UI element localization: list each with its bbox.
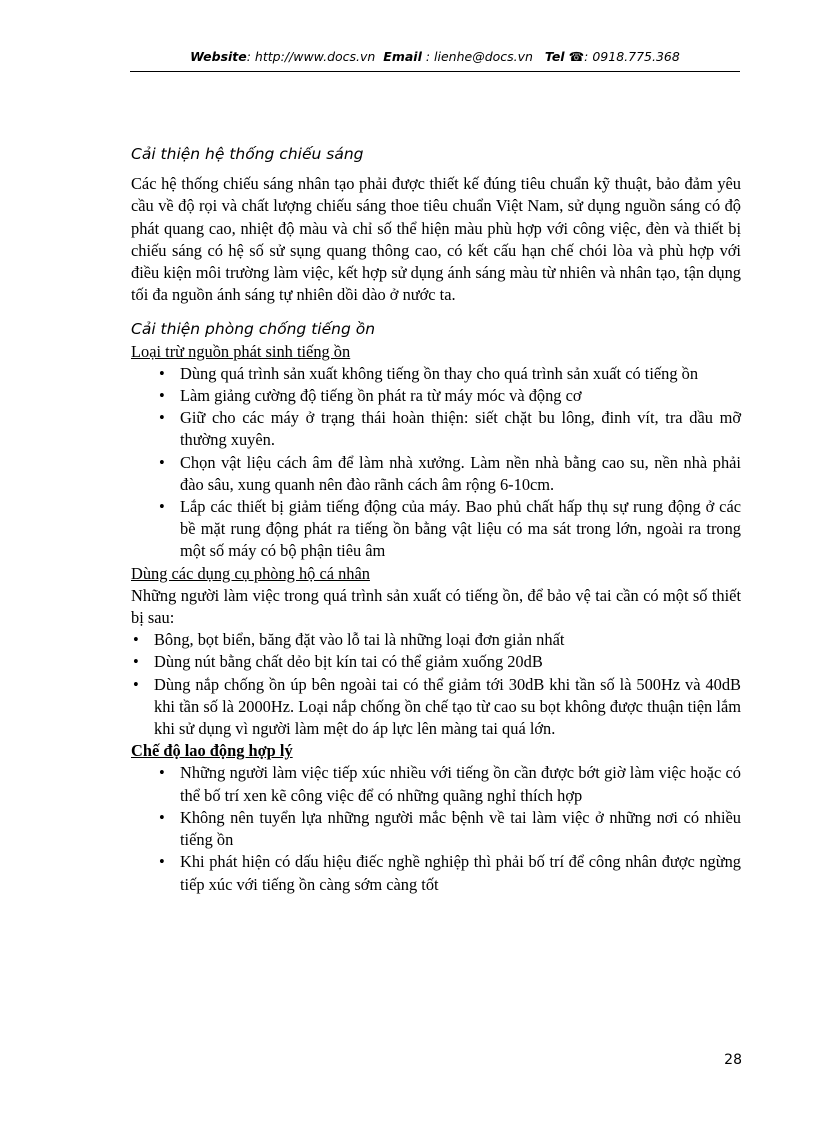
page-header [130, 49, 740, 72]
website-label: Website [190, 49, 247, 64]
list-item: • Làm giảng cường độ tiếng ồn phát ra từ máy móc và động cơ [131, 385, 741, 407]
list-item: • Chọn vật liệu cách âm để làm nhà xưởng. Làm nền nhà bằng cao su, nền nhà phải đào sâu, xung quanh nên đào rãnh cách âm rộng 6-10cm. [131, 452, 741, 496]
work-regime-list [131, 762, 741, 895]
list-item: • Giữ cho các máy ở trạng thái hoàn thiện: siết chặt bu lông, đinh vít, tra dầu mỡ thường xuyên. [131, 407, 741, 451]
personal-protection-list [131, 629, 741, 740]
eliminate-source-list [131, 363, 741, 563]
personal-protection-intro: Những người làm việc trong quá trình sản xuất có tiếng ồn, để bảo vệ tai cần có một số thiết bị sau: [131, 585, 741, 628]
website-url: : http://www.docs.vn [246, 49, 376, 64]
list-item: • Bông, bọt biển, băng đặt vào lỗ tai là những loại đơn giản nhất [131, 629, 741, 651]
section-heading-lighting: Cải thiện hệ thống chiếu sáng [131, 145, 364, 163]
email-label: Email [383, 49, 422, 64]
email-address: : lienhe@docs.vn [425, 49, 533, 64]
tel-number: : 0918.775.368 [584, 49, 680, 64]
subheading-personal-protection: Dùng các dụng cụ phòng hộ cá nhân [131, 563, 370, 583]
subheading-work-regime: Chế độ lao động hợp lý [131, 741, 293, 761]
lighting-paragraph: Các hệ thống chiếu sáng nhân tạo phải được thiết kế đúng tiêu chuẩn kỹ thuật, bảo đảm yêu cầu về độ rọi và chất lượng chiếu sáng thoe tiêu chuẩn Việt Nam, sử dụng nguồn sáng có độ phát quang cao, nhiệt độ màu và chỉ số thể hiện màu phù hợp với công việc, đèn và thiết bị chiếu sáng có hệ số sử sụng quang thông cao, có kết cấu hạn chế chói lòa và phù hợp với điều kiện môi trường làm việc, kết hợp sử dụng ánh sáng màu từ nhiên và nhân tạo, tận dụng tối đa nguồn ánh sáng tự nhiên dồi dào ở nước ta. [131, 174, 741, 305]
document-body [131, 143, 741, 896]
list-item: • Dùng nút bằng chất dẻo bịt kín tai có thể giảm xuống 20dB [131, 651, 741, 673]
list-item: • Không nên tuyển lựa những người mắc bệnh về tai làm việc ở những nơi có nhiều tiếng ồn [131, 807, 741, 851]
list-item: • Dùng quá trình sản xuất không tiếng ồn thay cho quá trình sản xuất có tiếng ồn [131, 363, 741, 385]
list-item: • Dùng nắp chống ồn úp bên ngoài tai có thể giảm tới 30dB khi tần số là 500Hz và 40dB khi tần số là 2000Hz. Loại nắp chống ồn chế tạo từ cao su bọt không được thuận tiện lắm khi sử dụng vì người làm mệt do áp lực lên màng tai quá lớn. [131, 674, 741, 741]
list-item: • Những người làm việc tiếp xúc nhiều với tiếng ồn cần được bớt giờ làm việc hoặc có thể bố trí xen kẽ công việc để có những quãng nghỉ thích hợp [131, 762, 741, 806]
page-number: 28 [724, 1052, 742, 1068]
list-item: • Lắp các thiết bị giảm tiếng động của máy. Bao phủ chất hấp thụ sự rung động ở các bề mặt rung động phát ra tiếng ồn bằng vật liệu có ma sát trong lớn, ngoài ra trong một số máy có bộ phận tiêu âm [131, 496, 741, 563]
subheading-eliminate-source: Loại trừ nguồn phát sinh tiếng ồn [131, 341, 351, 361]
section-heading-noise: Cải thiện phòng chống tiếng ồn [131, 320, 376, 339]
tel-label: Tel [544, 49, 565, 64]
phone-icon: ☎ [568, 49, 585, 64]
list-item: • Khi phát hiện có dấu hiệu điếc nghề nghiệp thì phải bố trí để công nhân được ngừng tiếp xúc với tiếng ồn càng sớm càng tốt [131, 851, 741, 895]
